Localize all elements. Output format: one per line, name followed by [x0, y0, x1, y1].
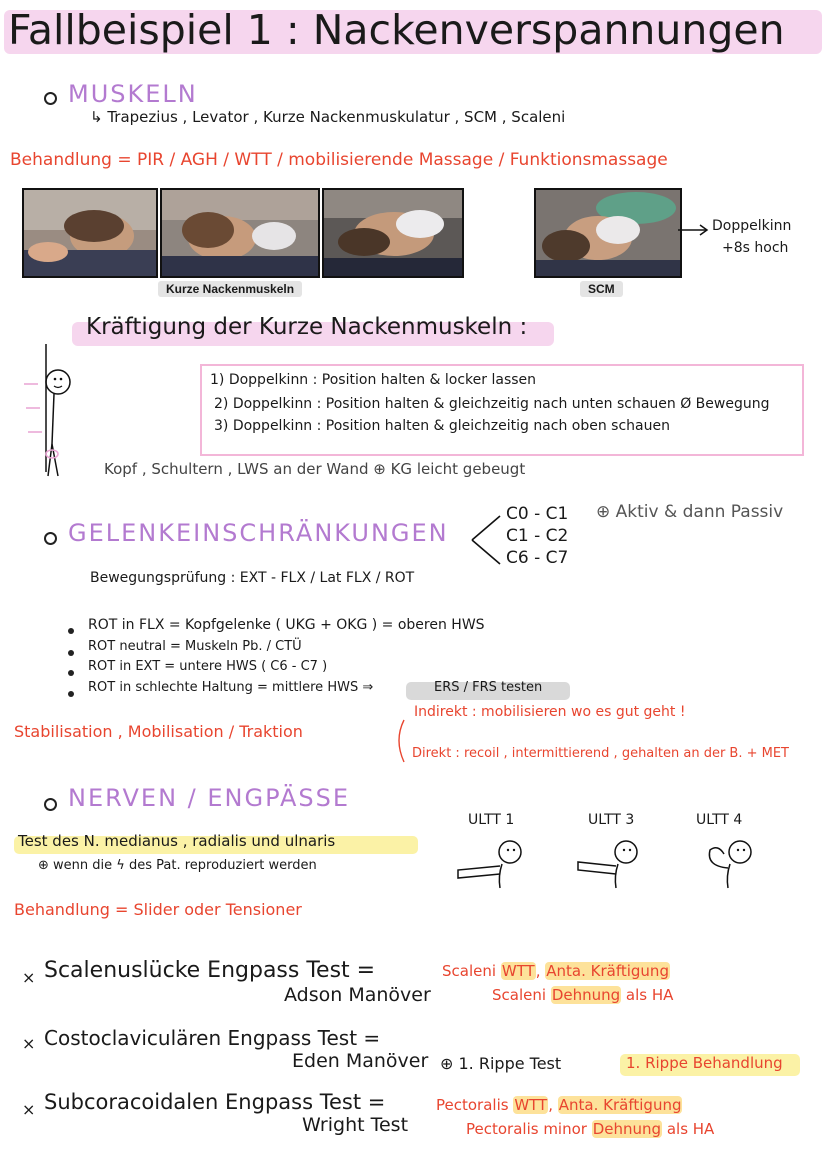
caption-kurze-nackenmuskeln [158, 282, 302, 296]
gelenk-bewegung: Bewegungsprüfung : EXT - FLX / Lat FLX / ROT [90, 570, 415, 586]
engpass-3-note-1d: Anta. Kräftigung [558, 1096, 682, 1114]
gelenk-segment-2: C1 - C2 [506, 526, 569, 546]
kraeftigung-note: Kopf , Schultern , LWS an der Wand ⊕ KG leicht gebeugt [104, 460, 526, 478]
gelenk-segment-3: C6 - C7 [506, 548, 569, 568]
kraeftigung-step-3: 3) Doppelkinn : Position halten & gleichzeitig nach oben schauen [214, 418, 670, 434]
caption-scm-text: SCM [580, 281, 623, 297]
engpass-1-note-1c: , [535, 962, 546, 980]
list-bullet [68, 670, 74, 676]
ultt-1-label: ULTT 1 [468, 812, 515, 828]
engpass-3-note-2b: Dehnung [592, 1120, 662, 1138]
gelenk-bullet-1: ROT in FLX = Kopfgelenke ( UKG + OKG ) = oberen HWS [88, 617, 485, 633]
nerven-test: Test des N. medianus , radialis und ulnaris [18, 832, 336, 850]
engpass-3-test: Wright Test [302, 1114, 409, 1136]
muskeln-list: ↳ Trapezius , Levator , Kurze Nackenmuskulatur , SCM , Scaleni [90, 108, 566, 126]
engpass-3-note-1b: WTT [514, 1096, 548, 1114]
bracket-icon [466, 510, 504, 570]
photo-scm-image [536, 190, 680, 276]
engpass-2-test: Eden Manöver [292, 1050, 429, 1072]
photo-neck-3-image [324, 190, 462, 276]
nerven-heading: NERVEN / ENGPÄSSE [68, 784, 351, 812]
kraeftigung-heading: Kräftigung der Kurze Nackenmuskeln : [86, 314, 528, 340]
engpass-3-note-1c: , [548, 1096, 558, 1114]
photo-neck-3 [322, 188, 464, 278]
photo-neck-1-image [24, 190, 156, 276]
gelenk-stab: Stabilisation , Mobilisation / Traktion [14, 722, 303, 741]
gelenk-heading: GELENKEINSCHRÄNKUNGEN [68, 519, 449, 547]
gelenk-direkt: Direkt : recoil , intermittierend , gehalten an der B. + MET [412, 746, 789, 761]
ultt-1-figure-icon [454, 836, 530, 890]
ultt-4-figure-icon [700, 836, 760, 890]
caption-scm [580, 282, 623, 296]
photo-neck-1 [22, 188, 158, 278]
engpass-2-extra: ⊕ 1. Rippe Test [440, 1054, 562, 1073]
engpass-1-note-2 [492, 986, 673, 1004]
gelenk-bullet-3: ROT in EXT = untere HWS ( C6 - C7 ) [88, 659, 328, 674]
scm-note-line1: Doppelkinn [712, 218, 792, 234]
engpass-1-note-1a: Scaleni [442, 962, 501, 980]
engpass-1-test: Adson Manöver [284, 984, 431, 1006]
caption-kurze-nackenmuskeln-text: Kurze Nackenmuskeln [158, 281, 302, 297]
gelenk-indirekt: Indirekt : mobilisieren wo es gut geht ! [414, 704, 686, 720]
photo-neck-2-image [162, 190, 318, 276]
gelenk-side-note: ⊕ Aktiv & dann Passiv [596, 502, 784, 522]
ultt-3-label: ULTT 3 [588, 812, 635, 828]
muskeln-heading: MUSKELN [68, 80, 198, 108]
cross-bullet-icon: × [22, 1034, 36, 1053]
scm-note-line2: +8s hoch [722, 240, 789, 256]
engpass-3-name: Subcoracoidalen Engpass Test = [44, 1090, 386, 1114]
engpass-1-note-2a: Scaleni [492, 986, 551, 1004]
engpass-1-note-2c: als HA [621, 986, 674, 1004]
wall-exercise-figure-icon [22, 344, 74, 484]
engpass-1-note-1 [442, 962, 670, 980]
engpass-2-note-1: 1. Rippe Behandlung [626, 1054, 783, 1072]
ultt-3-figure-icon [572, 836, 648, 890]
nerven-treatment: Behandlung = Slider oder Tensioner [14, 900, 302, 919]
engpass-1-note-2b: Dehnung [551, 986, 621, 1004]
ultt-4-label: ULTT 4 [696, 812, 743, 828]
list-bullet [68, 628, 74, 634]
engpass-1-name: Scalenuslücke Engpass Test = [44, 958, 376, 983]
photo-neck-2 [160, 188, 320, 278]
engpass-3-note-2 [466, 1120, 714, 1138]
list-bullet [68, 691, 74, 697]
engpass-3-note-2a: Pectoralis minor [466, 1120, 592, 1138]
muskeln-treatment: Behandlung = PIR / AGH / WTT / mobilisierende Massage / Funktionsmassage [10, 150, 668, 170]
section-bullet [44, 798, 57, 811]
list-bullet [68, 650, 74, 656]
gelenk-ers: ERS / FRS testen [434, 680, 543, 695]
gelenk-segment-1: C0 - C1 [506, 504, 569, 524]
kraeftigung-step-2: 2) Doppelkinn : Position halten & gleichzeitig nach unten schauen Ø Bewegung [214, 396, 770, 412]
gelenk-bullet-4: ROT in schlechte Haltung = mittlere HWS ⇒ [88, 680, 374, 695]
cross-bullet-icon: × [22, 968, 36, 987]
engpass-3-note-2c: als HA [662, 1120, 715, 1138]
engpass-3-note-1a: Pectoralis [436, 1096, 514, 1114]
engpass-2-name: Costoclaviculären Engpass Test = [44, 1026, 381, 1050]
engpass-1-note-1b: WTT [501, 962, 535, 980]
kraeftigung-step-1: 1) Doppelkinn : Position halten & locker lassen [210, 372, 537, 388]
brace-icon [390, 718, 406, 764]
cross-bullet-icon: × [22, 1100, 36, 1119]
photo-scm [534, 188, 682, 278]
gelenk-bullet-2: ROT neutral = Muskeln Pb. / CTÜ [88, 639, 302, 654]
nerven-wenn: ⊕ wenn die ϟ des Pat. reproduziert werden [38, 858, 317, 873]
arrow-right-icon [676, 218, 712, 238]
page-title: Fallbeispiel 1 : Nackenverspannungen [8, 6, 785, 54]
engpass-3-note-1 [436, 1096, 682, 1114]
engpass-1-note-1d: Anta. Kräftigung [546, 962, 669, 980]
section-bullet [44, 92, 57, 105]
section-bullet [44, 532, 57, 545]
